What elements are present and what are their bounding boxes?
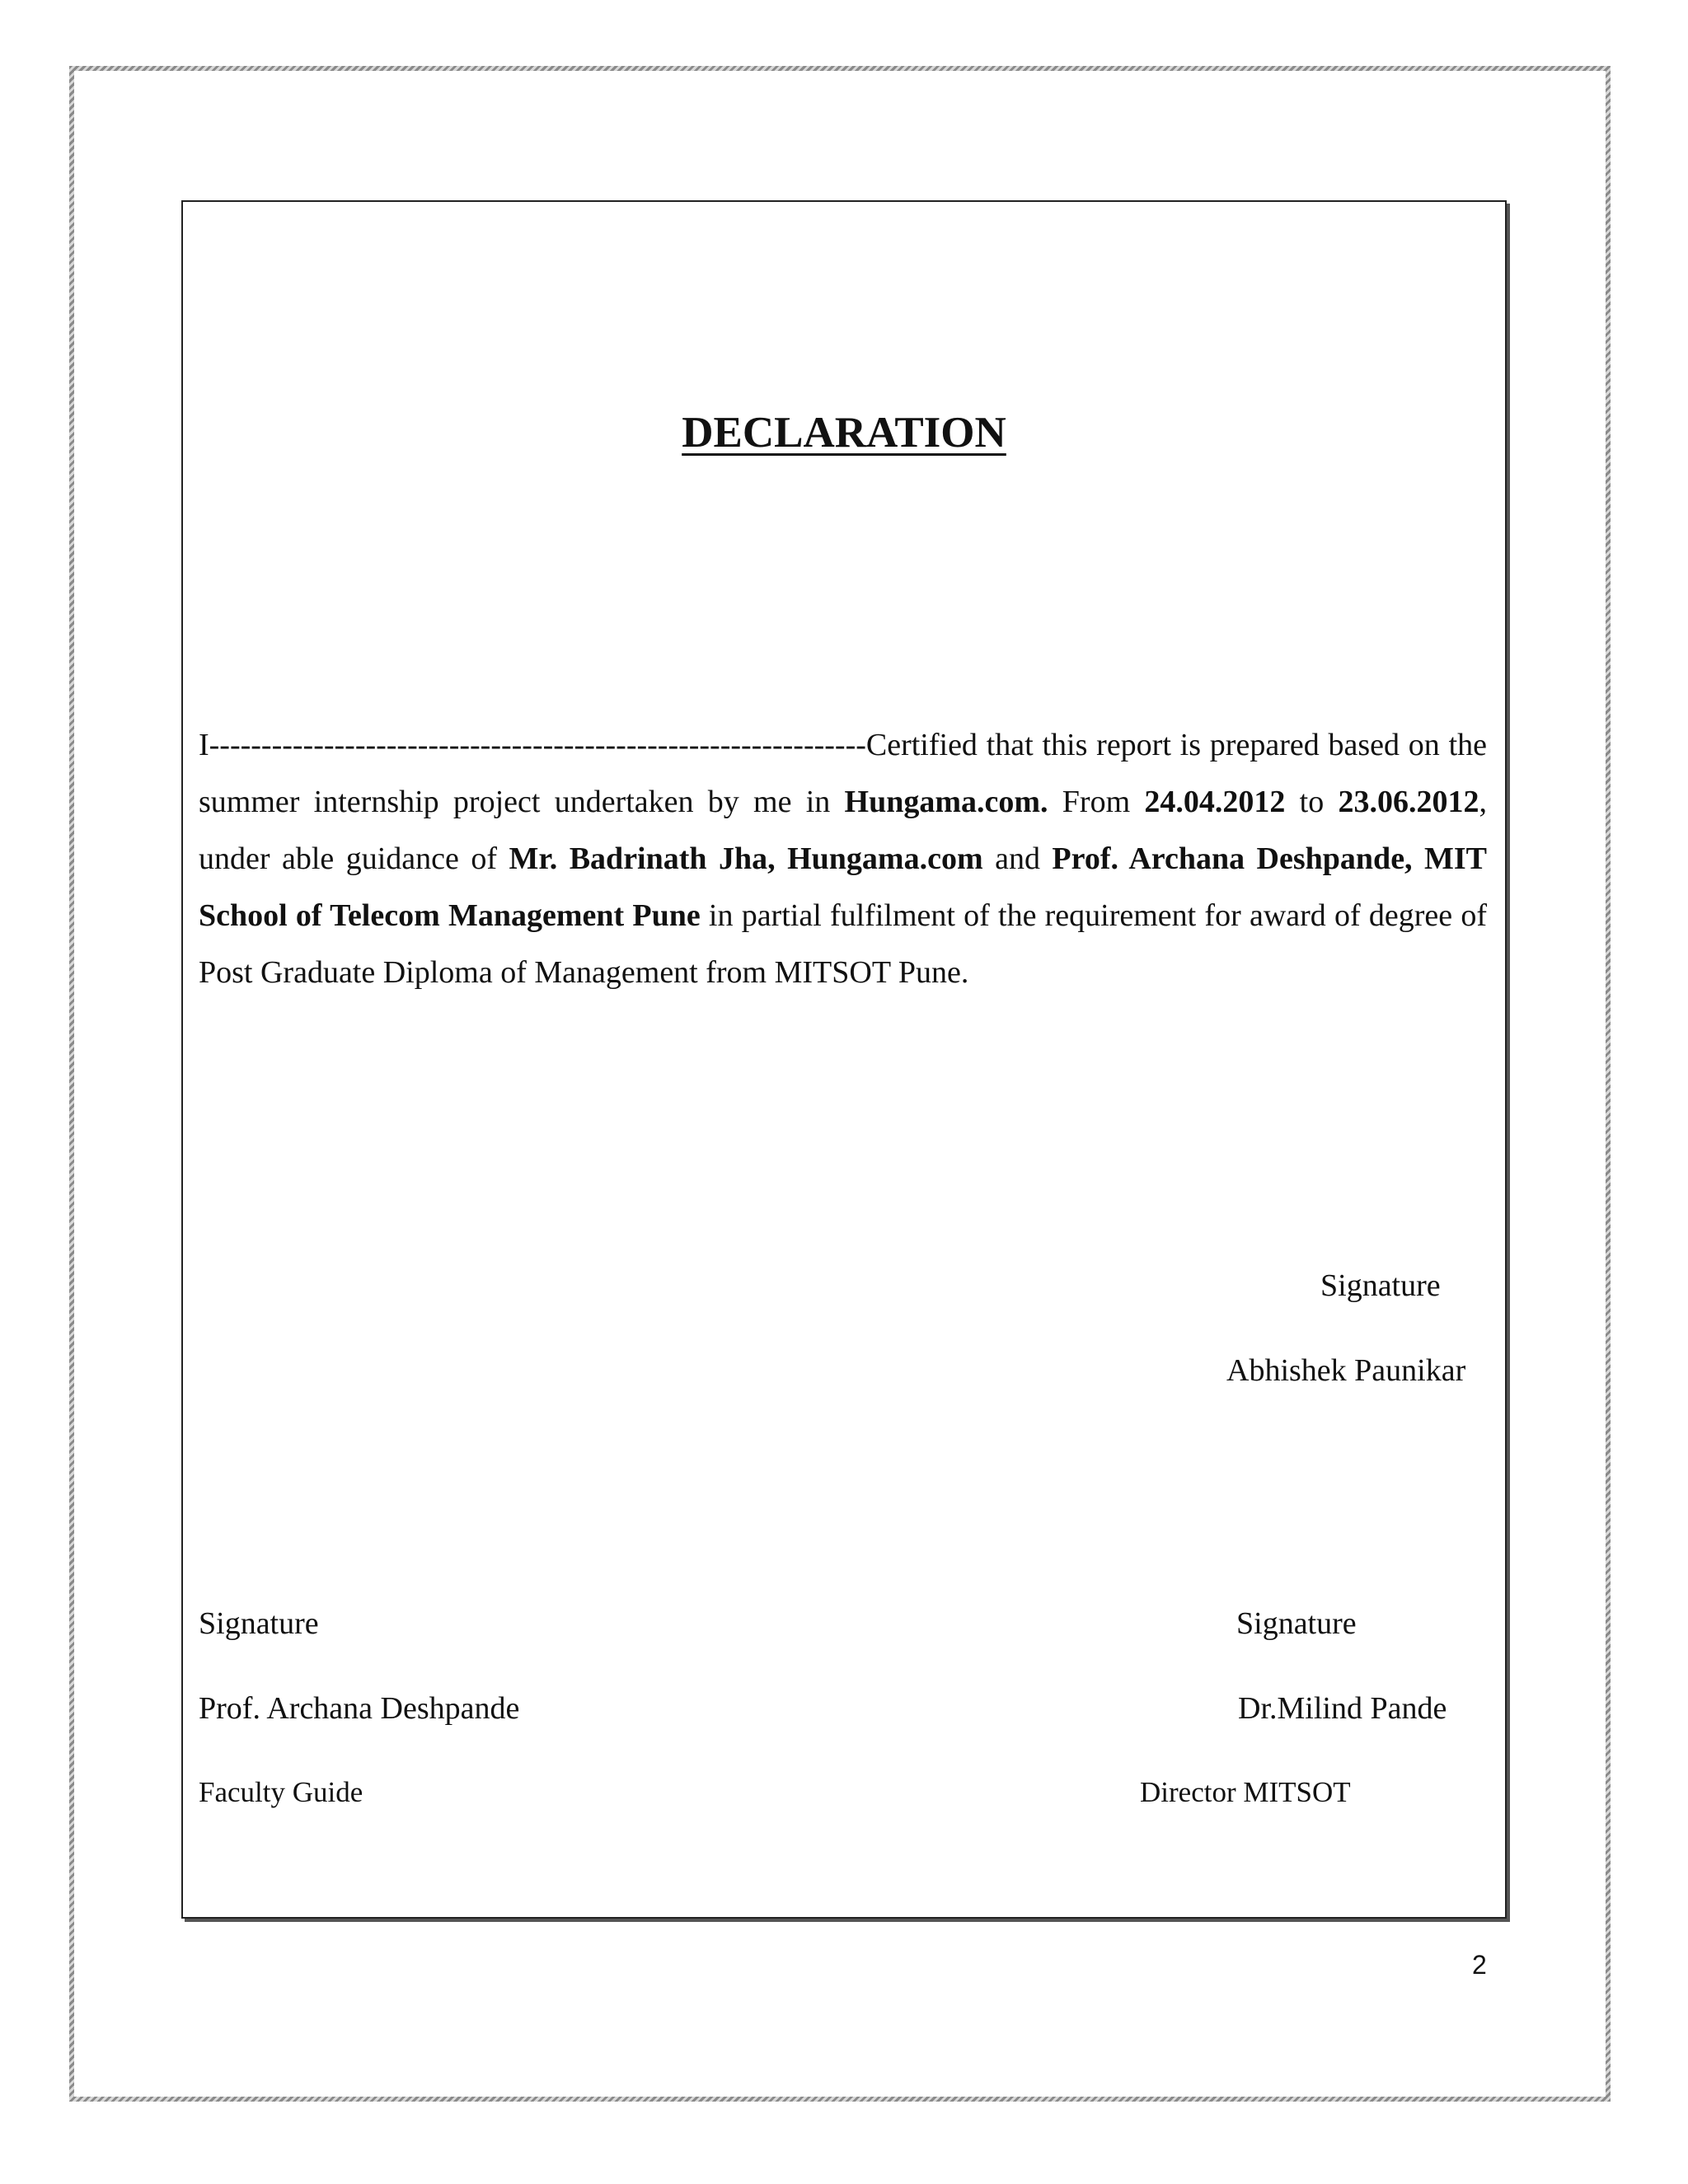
page-title: DECLARATION	[682, 409, 1006, 457]
student-name: Abhishek Paunikar	[1226, 1353, 1466, 1388]
page-number: 2	[1472, 1950, 1487, 1980]
para-text-2: From	[1048, 785, 1145, 819]
company-guide: Mr. Badrinath Jha, Hungama.com	[509, 841, 983, 876]
faculty-role: Faculty Guide	[199, 1776, 363, 1808]
faculty-signature-label: Signature	[199, 1606, 319, 1641]
director-signature-label: Signature	[1236, 1606, 1357, 1641]
declaration-paragraph	[199, 717, 1487, 1001]
para-text-5: and	[982, 841, 1053, 876]
faculty-name: Prof. Archana Deshpande	[199, 1691, 520, 1726]
director-name: Dr.Milind Pande	[1238, 1691, 1447, 1726]
para-text-4: , under able guidance of	[199, 785, 1487, 876]
para-text-1: I---------------------------------------------------------------Certified that this report is prepared based on the summer internship project undertaken by me in	[199, 728, 1487, 819]
declaration-frame	[181, 200, 1507, 1919]
faculty-guide-institute: Prof. Archana Deshpande, MIT School of Telecom Management Pune	[199, 841, 1488, 933]
company-name: Hungama.com.	[844, 785, 1048, 819]
director-role: Director MITSOT	[1140, 1776, 1351, 1808]
date-from: 24.04.2012	[1144, 785, 1286, 819]
para-text-3: to	[1285, 785, 1339, 819]
date-to: 23.06.2012	[1338, 785, 1479, 819]
student-signature-label: Signature	[1320, 1268, 1441, 1303]
para-text-6: in partial fulfilment of the requirement for award of degree of Post Graduate Diploma of Management from MITSOT Pune.	[199, 898, 1487, 990]
